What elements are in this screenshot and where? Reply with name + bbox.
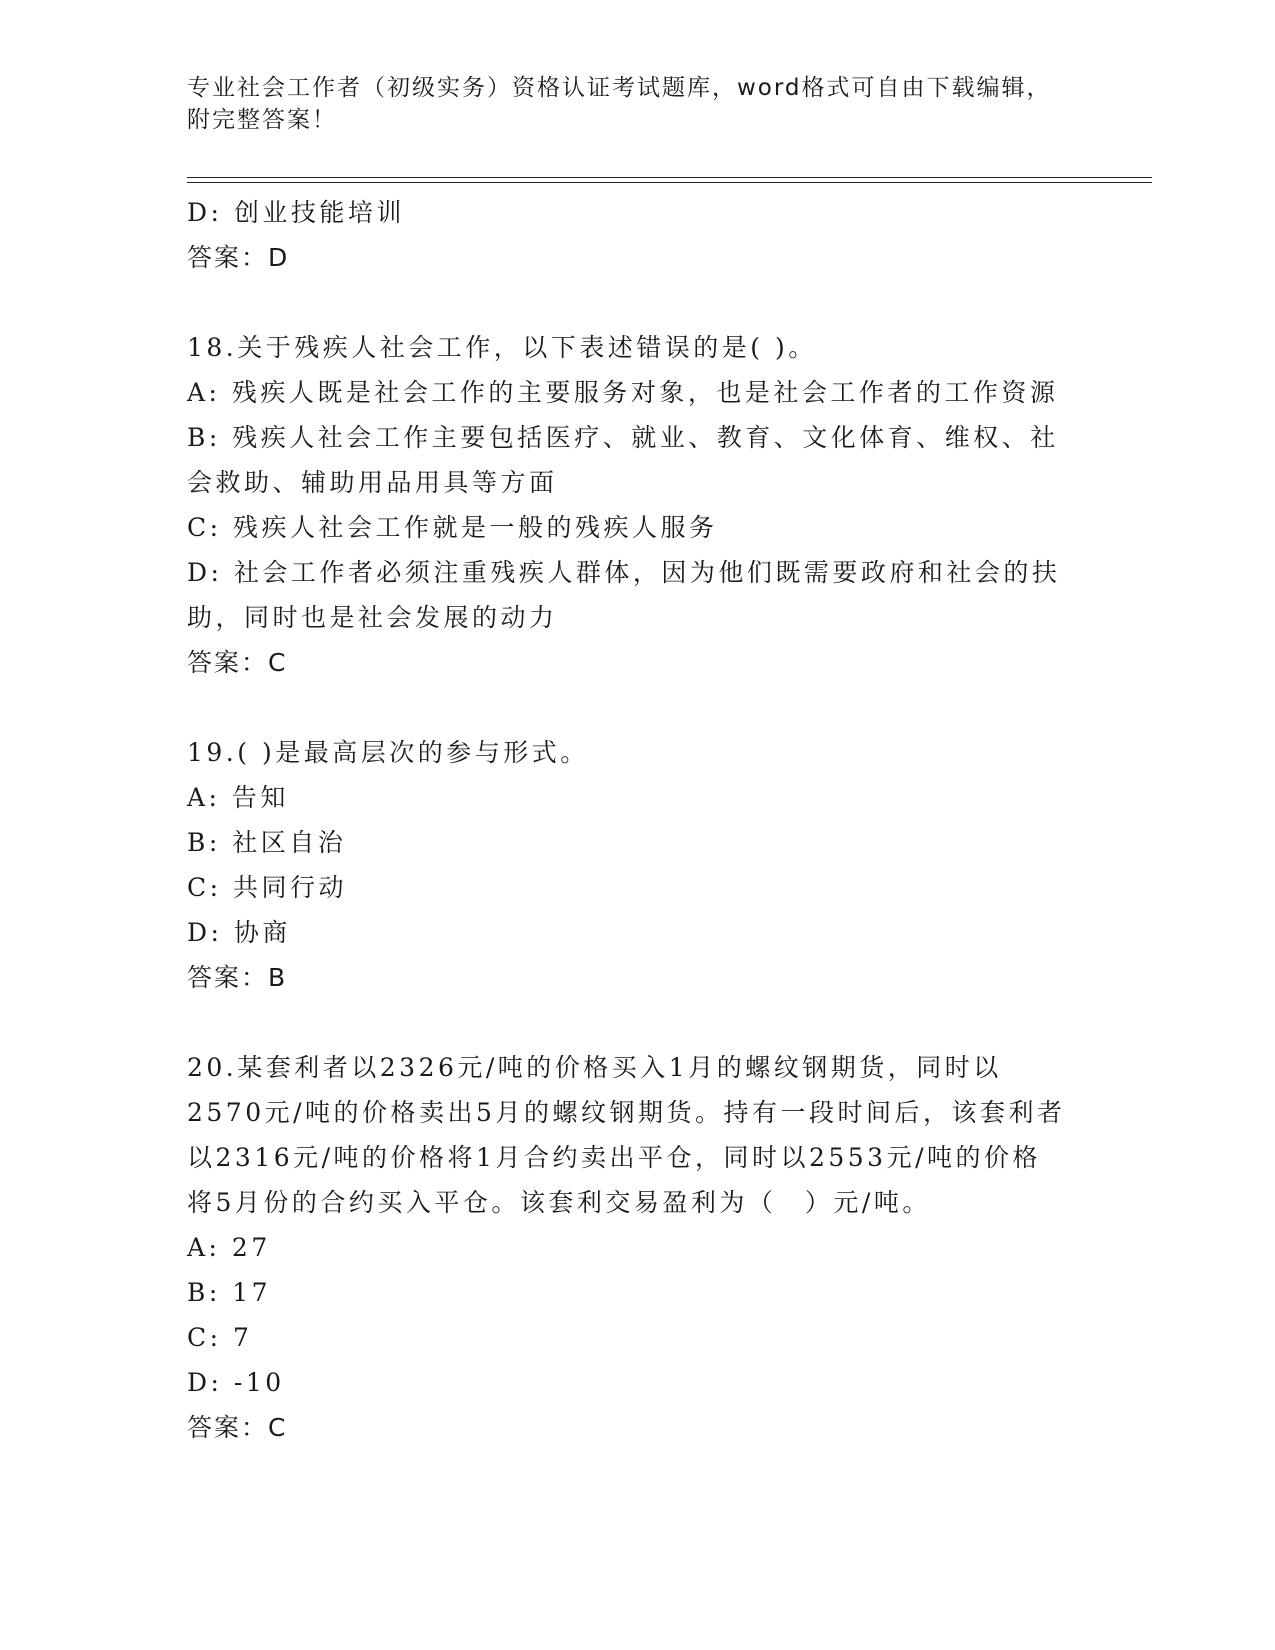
- answer: 答案：C: [187, 648, 288, 677]
- question-19: [187, 730, 1067, 1000]
- header-text: 专业社会工作者（初级实务）资格认证考试题库，word格式可自由下载编辑，附完整答案！: [187, 75, 1052, 133]
- question-list: [187, 190, 1067, 1450]
- spacer: [187, 685, 1067, 730]
- answer: 答案：D: [187, 243, 290, 272]
- answer: 答案：B: [187, 963, 288, 992]
- option-b: B: 17: [187, 1278, 272, 1307]
- option-a: A: 残疾人既是社会工作的主要服务对象，也是社会工作者的工作资源: [187, 378, 1059, 407]
- previous-question-fragment: [187, 190, 1067, 280]
- question-18: [187, 325, 1067, 685]
- option-d: D: 社会工作者必须注重残疾人群体，因为他们既需要政府和社会的扶助，同时也是社会发展的动力: [187, 558, 1061, 632]
- spacer: [187, 1000, 1067, 1045]
- question-stem: 19.( )是最高层次的参与形式。: [187, 738, 589, 767]
- question-stem: 18.关于残疾人社会工作，以下表述错误的是( )。: [187, 333, 817, 362]
- option-c: C: 残疾人社会工作就是一般的残疾人服务: [187, 513, 718, 542]
- header-divider-bottom: [187, 182, 1152, 183]
- answer: 答案：C: [187, 1413, 288, 1442]
- option-b: B: 社区自治: [187, 828, 347, 857]
- spacer: [187, 280, 1067, 325]
- question-20: [187, 1045, 1067, 1450]
- header-divider-top: [187, 177, 1152, 178]
- page-header: [187, 72, 1067, 136]
- option-d: D: 协商: [187, 918, 291, 947]
- option-d: D: -10: [187, 1368, 285, 1397]
- question-stem: 20.某套利者以2326元/吨的价格买入1月的螺纹钢期货，同时以2570元/吨的价格卖出5月的螺纹钢期货。持有一段时间后，该套利者以2316元/吨的价格将1月合约卖出平仓，同时以2553元/吨的价格将5月份的合约买入平仓。该套利交易盈利为（ ）元/吨。: [187, 1053, 1066, 1217]
- option-c: C: 共同行动: [187, 873, 347, 902]
- option-a: A: 27: [187, 1233, 271, 1262]
- option-c: C: 7: [187, 1323, 253, 1352]
- option-a: A: 告知: [187, 783, 289, 812]
- option-b: B: 残疾人社会工作主要包括医疗、就业、教育、文化体育、维权、社会救助、辅助用品用具等方面: [187, 423, 1059, 497]
- option-d: D: 创业技能培训: [187, 198, 405, 227]
